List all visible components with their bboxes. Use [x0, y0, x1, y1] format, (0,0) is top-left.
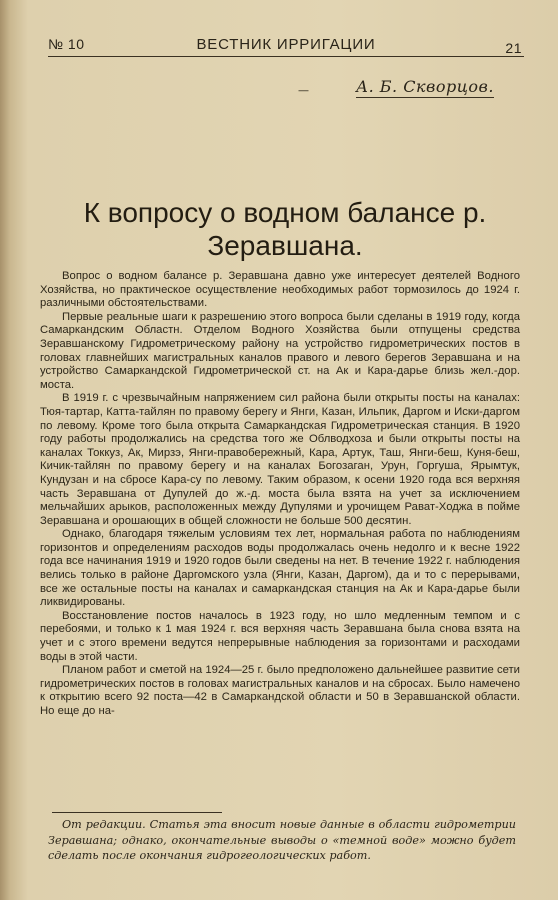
journal-title: ВЕСТНИК ИРРИГАЦИИ	[196, 36, 376, 53]
paragraph: Вопрос о водном балансе р. Зеравшана давно уже интересует деятелей Водного Хозяйства, но практическое осуществление необходимых работ тормозилось до 1924 г. различными обстоятельствами.	[40, 270, 520, 310]
article-title: К вопросу о водном балансе р. Зеравшана.	[83, 197, 487, 261]
footnote-divider	[52, 812, 222, 813]
paragraph: Восстановление постов началось в 1923 году, но шло медленным темпом и с перебоями, и только к 1 мая 1924 г. вся верхняя часть Зеравшана была снова взята на учет и с этого времени ведутся непрерывные наблюдения за горизонтами и расходами воды в этой части.	[40, 609, 520, 663]
editorial-footnote: От редакции. Статья эта вносит новые данные в области гидрометрии Зеравшана; однако, окончательные выводы о «темной воде» можно будет сделать после окончания гидрогеологических работ.	[48, 818, 516, 862]
article-body	[40, 270, 520, 719]
author-name: А. Б. Скворцов.	[356, 77, 494, 96]
ornament-dash: —	[298, 84, 309, 97]
paragraph: Первые реальные шаги к разрешению этого вопроса были сделаны в 1919 году, когда Самаркандским Областн. Отделом Водного Хозяйства были отпущены средства Зеравшанскому Гидрометрическому району на устройство гидрометрических постов в головах главнейших магистральных каналов правого и левого берегов Зеравшана и на устройство Самаркандской Гидрометрической ст. на Ак и Кара-дарье близь жел.-дор. моста.	[40, 310, 520, 391]
page-number: 21	[505, 40, 522, 56]
running-header	[48, 34, 524, 57]
paragraph: Планом работ и сметой на 1924—25 г. было предположено дальнейшее развитие сети гидрометрических постов в головах магистральных каналов и на сбросах. Было намечено к открытию всего 92 поста—42 в Самаркандской области и 50 в Зеравшанской области. Но еще до на-	[40, 664, 520, 717]
paragraph: В 1919 г. с чрезвычайным напряжением сил района были открыты посты на каналах: Тюя-тартар, Катта-тайлян по правому берегу и Янги, Казан, Ильпик, Даргом и Иски-даргом по левому. Кроме того была открыта Самаркандская Гидрометрическая станция. В 1920 году работы продолжались на средства того же Облводхоза и были открыты посты на каналах Токкуз, Ак, Мирзэ, Янги-правобережный, Кара, Артук, Таш, Янги-беш, Куня-беш, Кичик-тайлян по правому берегу и на каналах Богозаган, Урун, Горгуша, Ярымтук, Кундузан и на сбросе Кара-су по левому. Таким образом, к осени 1920 года вся верхняя часть Зеравшана от Дупулей до ж.-д. моста была взята на учет за исключением мельчайших арыков, расположенных между Дупулями и урочищем Рават-Ходжа в пойме Зеравшана и орошающих в общей сложности не больше 500 десятин.	[40, 392, 520, 527]
paragraph: Однако, благодаря тяжелым условиям тех лет, нормальная работа по наблюдениям горизонтов и определениям расходов воды продолжалась очень недолго и к весне 1922 года все начинания 1919 и 1920 годов были сведены на нет. В течение 1922 г. наблюдения велись только в районе Даргомского узла (Янги, Казан, Даргом), да и то с перерывами, все же остальные посты на каналах и самаркандская станция на Ак и Кара-дарье были ликвидированы.	[40, 528, 520, 609]
issue-number: № 10	[48, 36, 85, 52]
